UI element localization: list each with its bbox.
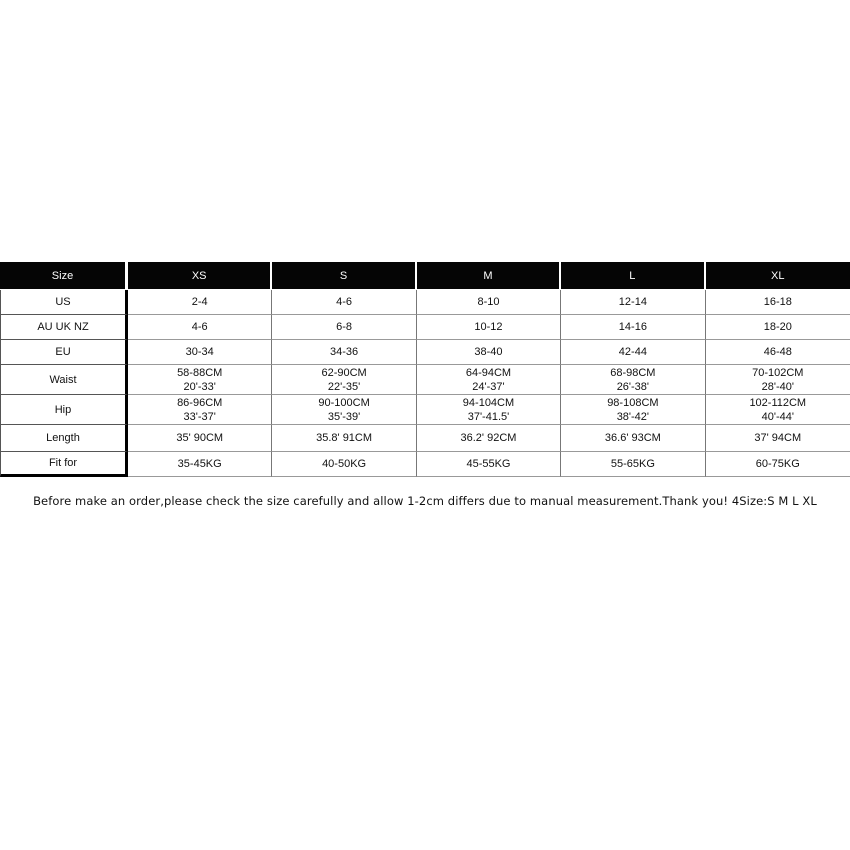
table-cell <box>706 315 850 340</box>
table-cell <box>561 365 705 395</box>
header-cell-l: L <box>561 262 705 290</box>
table-cell <box>272 365 416 395</box>
cell-value: 94-104CM <box>462 396 515 409</box>
cell-value: 14-16 <box>618 321 647 333</box>
cell-value: 40-50KG <box>322 458 367 470</box>
table-cell <box>417 365 561 395</box>
table-row <box>0 452 850 477</box>
cell-value: 62-90CM <box>321 366 367 379</box>
cell-value: 38'-42' <box>616 410 650 423</box>
table-cell <box>128 395 272 425</box>
cell-value: 18-20 <box>763 321 792 333</box>
row-label: EU <box>0 340 128 365</box>
size-chart-body <box>0 290 850 477</box>
table-cell <box>417 452 561 477</box>
cell-value: 37'-41.5' <box>467 410 510 423</box>
cell-value: 98-108CM <box>607 396 659 409</box>
cell-value: 36.6' 93CM <box>604 432 661 444</box>
header-cell-size: Size <box>0 262 128 290</box>
cell-value: 86-96CM <box>177 396 223 409</box>
table-cell <box>272 340 416 365</box>
table-cell <box>128 315 272 340</box>
cell-value: 16-18 <box>763 296 792 308</box>
cell-value: 70-102CM <box>752 366 804 379</box>
table-row <box>0 340 850 365</box>
cell-value: 20'-33' <box>183 380 216 393</box>
cell-value: 33'-37' <box>183 410 216 423</box>
cell-value: 22'-35' <box>327 380 361 393</box>
cell-value: 38-40 <box>474 346 503 358</box>
table-cell <box>128 425 272 452</box>
table-cell <box>706 452 850 477</box>
cell-value: 26'-38' <box>616 380 650 393</box>
cell-value: 12-14 <box>618 296 647 308</box>
table-cell <box>272 395 416 425</box>
cell-value: 8-10 <box>477 296 500 308</box>
row-label: AU UK NZ <box>0 315 128 340</box>
cell-value: 24'-37' <box>472 380 505 393</box>
table-cell <box>561 425 705 452</box>
table-cell <box>272 425 416 452</box>
cell-value: 34-36 <box>330 346 359 358</box>
table-cell <box>706 395 850 425</box>
cell-value: 36.2' 92CM <box>460 432 517 444</box>
cell-value: 10-12 <box>474 321 503 333</box>
cell-value: 4-6 <box>336 296 353 308</box>
cell-value: 6-8 <box>336 321 353 333</box>
table-row <box>0 290 850 315</box>
header-cell-xs: XS <box>128 262 272 290</box>
cell-value: 4-6 <box>191 321 208 333</box>
table-cell <box>417 290 561 315</box>
header-cell-s: S <box>272 262 416 290</box>
cell-value: 30-34 <box>185 346 214 358</box>
table-cell <box>706 290 850 315</box>
cell-value: 46-48 <box>763 346 792 358</box>
cell-value: 42-44 <box>618 346 647 358</box>
cell-value: 90-100CM <box>318 396 370 409</box>
cell-value: 28'-40' <box>761 380 794 393</box>
table-cell <box>128 452 272 477</box>
table-cell <box>417 395 561 425</box>
table-cell <box>561 452 705 477</box>
table-cell <box>128 365 272 395</box>
table-cell <box>561 395 705 425</box>
row-label: US <box>0 290 128 315</box>
table-row <box>0 315 850 340</box>
cell-value: 35-45KG <box>177 458 222 470</box>
cell-value: 37' 94CM <box>754 432 802 444</box>
cell-value: 55-65KG <box>610 458 655 470</box>
header-cell-m: M <box>417 262 561 290</box>
cell-value: 68-98CM <box>610 366 656 379</box>
table-cell <box>561 340 705 365</box>
row-label: Fit for <box>0 452 128 477</box>
table-cell <box>272 290 416 315</box>
header-cell-xl: XL <box>706 262 850 290</box>
table-cell <box>706 365 850 395</box>
cell-value: 45-55KG <box>466 458 511 470</box>
table-cell <box>561 290 705 315</box>
cell-value: 40'-44' <box>761 410 794 423</box>
size-chart-table <box>0 262 850 477</box>
table-cell <box>272 452 416 477</box>
table-cell <box>417 315 561 340</box>
table-cell <box>128 340 272 365</box>
row-label: Hip <box>0 395 128 425</box>
cell-value: 35.8' 91CM <box>316 432 373 444</box>
cell-value: 60-75KG <box>755 458 800 470</box>
row-label: Length <box>0 425 128 452</box>
cell-value: 102-112CM <box>749 396 807 409</box>
table-cell <box>417 425 561 452</box>
size-notice: Before make an order,please check the size carefully and allow 1-2cm differs due to manual measurement.Thank you! 4Size:S M L XL <box>33 494 817 508</box>
table-cell <box>706 425 850 452</box>
cell-value: 35'-39' <box>327 410 361 423</box>
table-cell <box>706 340 850 365</box>
cell-value: 58-88CM <box>177 366 223 379</box>
table-cell <box>128 290 272 315</box>
table-row <box>0 365 850 395</box>
table-cell <box>417 340 561 365</box>
cell-value: 64-94CM <box>465 366 512 379</box>
row-label: Waist <box>0 365 128 395</box>
size-header-row <box>0 262 850 290</box>
table-cell <box>561 315 705 340</box>
cell-value: 35' 90CM <box>176 432 224 444</box>
table-cell <box>272 315 416 340</box>
cell-value: 2-4 <box>191 296 208 308</box>
table-row <box>0 395 850 425</box>
table-row <box>0 425 850 452</box>
